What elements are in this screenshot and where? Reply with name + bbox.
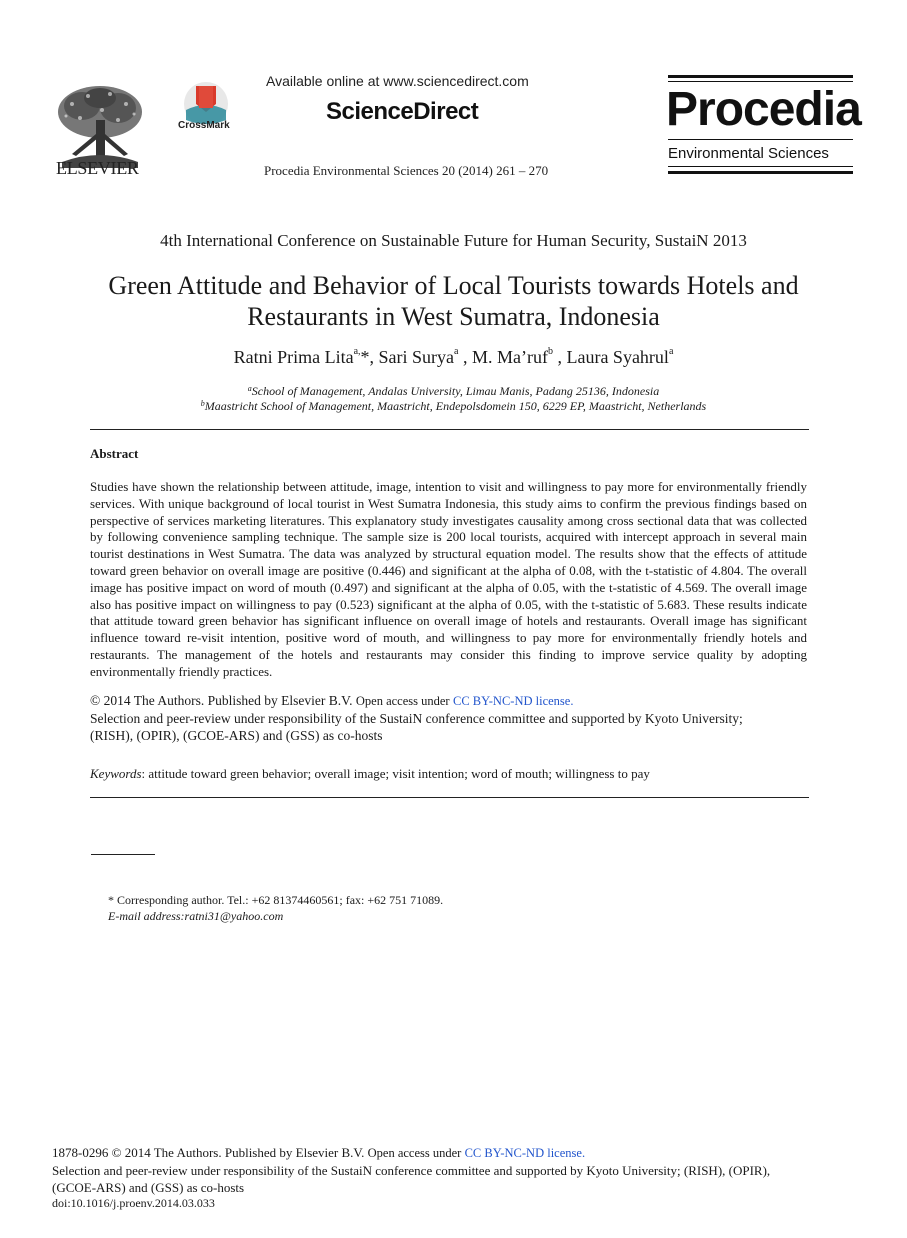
procedia-rule-bottom [668,171,853,174]
journal-citation: Procedia Environmental Sciences 20 (2014) 261 – 270 [264,163,549,178]
affiliation [0,399,907,414]
crossmark-label: CrossMark [178,120,230,131]
email-label: E-mail address: [108,909,185,923]
copyright-block [90,692,807,744]
affiliation-mark: b [200,399,205,408]
procedia-rule-bottom-thin [668,166,853,167]
footer-license-link[interactable]: CC BY-NC-ND license. [464,1146,586,1160]
license-link[interactable]: CC BY-NC-ND license. [452,694,574,708]
author-affil-mark: a, [353,346,361,357]
footnote-rule [91,854,155,855]
author-affil-mark: a [454,346,459,357]
title-line-1: Green Attitude and Behavior of Local Tourists towards Hotels and [108,271,799,300]
sciencedirect-wordmark: ScienceDirect [326,98,479,125]
divider-top [90,429,809,430]
open-access-text: Open access under [355,694,450,708]
affiliation-text: Maastricht School of Management, Maastricht, Endepolsdomein 150, 6229 EP, Maastricht, Netherlands [204,399,707,413]
paper-title [60,270,847,332]
email-note [108,909,283,924]
title-line-2: Restaurants in West Sumatra, Indonesia [247,302,660,331]
author-list: Ratni Prima Lita$^{a,}$*, Sari Surya$^a$ , M. Ma’ruf$^b$ , Laura Syahrul$^a$ [233,346,674,367]
author-name[interactable]: M. Ma’ruf [471,347,548,367]
author-affil-mark: b [547,346,553,357]
procedia-rule-mid [668,139,853,140]
corresponding-mark[interactable]: * [360,347,370,367]
author-name[interactable]: Sari Surya [378,347,455,367]
doi-link[interactable]: doi:10.1016/j.proenv.2014.03.033 [52,1196,215,1210]
keywords-label: Keywords [90,766,142,781]
procedia-rule-top [668,75,853,78]
author-name[interactable]: Laura Syahrul [566,347,669,367]
abstract-text: Studies have shown the relationship between attitude, image, intention to visit and willingness to pay more for environmentally friendly services. With unique background of local tourist in West Sumatra Indonesia, this study aims to confirm the previous findings based on perspective of services marketing literatures. This explanatory study investigates causality among cross sectional data that was collected by following convenience sampling technique. The sample size is 200 local tourists, acquired with intercept approach in several main tourist destinations in West Sumatra. The data was analyzed by structural equation model. The results show that the effects of attitude toward green behavior on overall image are positive (0.446) and significant at the alpha of 0.08, with the t-statistic of 4.804. The overall image has positive impact on word of mouth (0.497) and significant at the alpha of 0.05, with the t-statistic of 4.569. The overall image also has positive impact on willingness to pay (0.523) significant at the alpha of 0.05, with the t-statistic of 5.683. These results indicate that attitude toward green behavior has significant influence on overall image of hotels and restaurants. Overall image has significant influence toward re-visit intention, positive word of mouth, and willingness to pay more for environmentally friendly hotels and restaurants. The management of the hotels and restaurants may consider this finding to improve service quality by adopting environmentally friendly practices. [90,479,807,679]
review-line-2: (RISH), (OPIR), (GCOE-ARS) and (GSS) as co-hosts [90,728,383,743]
affiliation-text: School of Management, Andalas University, Limau Manis, Padang 25136, Indonesia [251,384,660,398]
keywords-text: : attitude toward green behavior; overall image; visit intention; word of mouth; willingness to pay [141,766,650,781]
page-footer [52,1144,872,1196]
review-line-1: Selection and peer-review under responsibility of the SustaiN conference committee and supported by Kyoto University; [90,711,743,726]
affiliation [0,384,907,399]
corresponding-author-note: * Corresponding author. Tel.: +62 81374460561; fax: +62 751 71089. [108,893,444,907]
procedia-subtitle: Environmental Sciences [668,145,829,162]
issn-copyright: 1878-0296 © 2014 The Authors. Published by Elsevier B.V. [52,1145,365,1160]
procedia-rule-top-thin [668,81,853,82]
author-affil-mark: a [668,346,674,357]
procedia-wordmark: Procedia [666,83,861,136]
affiliation-mark: a [247,384,252,393]
footer-review-line-2: (GCOE-ARS) and (GSS) as co-hosts [52,1180,245,1195]
conference-name: 4th International Conference on Sustainable Future for Human Security, SustaiN 2013 [160,231,747,250]
divider-bottom [90,797,809,798]
footer-open-access: Open access under [367,1146,462,1160]
abstract-heading: Abstract [90,446,139,461]
copyright-text: © 2014 The Authors. Published by Elsevier B.V. [90,693,353,708]
footer-review-line-1: Selection and peer-review under responsibility of the SustaiN conference committee and supported by Kyoto University; (RISH), (OPIR), [52,1163,771,1178]
email-link[interactable]: ratni31@yahoo.com [184,909,284,923]
keywords [90,766,650,782]
available-online-link[interactable]: Available online at www.sciencedirect.com [266,73,529,89]
author-name[interactable]: Ratni Prima Lita [233,347,354,367]
elsevier-wordmark: ELSEVIER [56,158,139,178]
